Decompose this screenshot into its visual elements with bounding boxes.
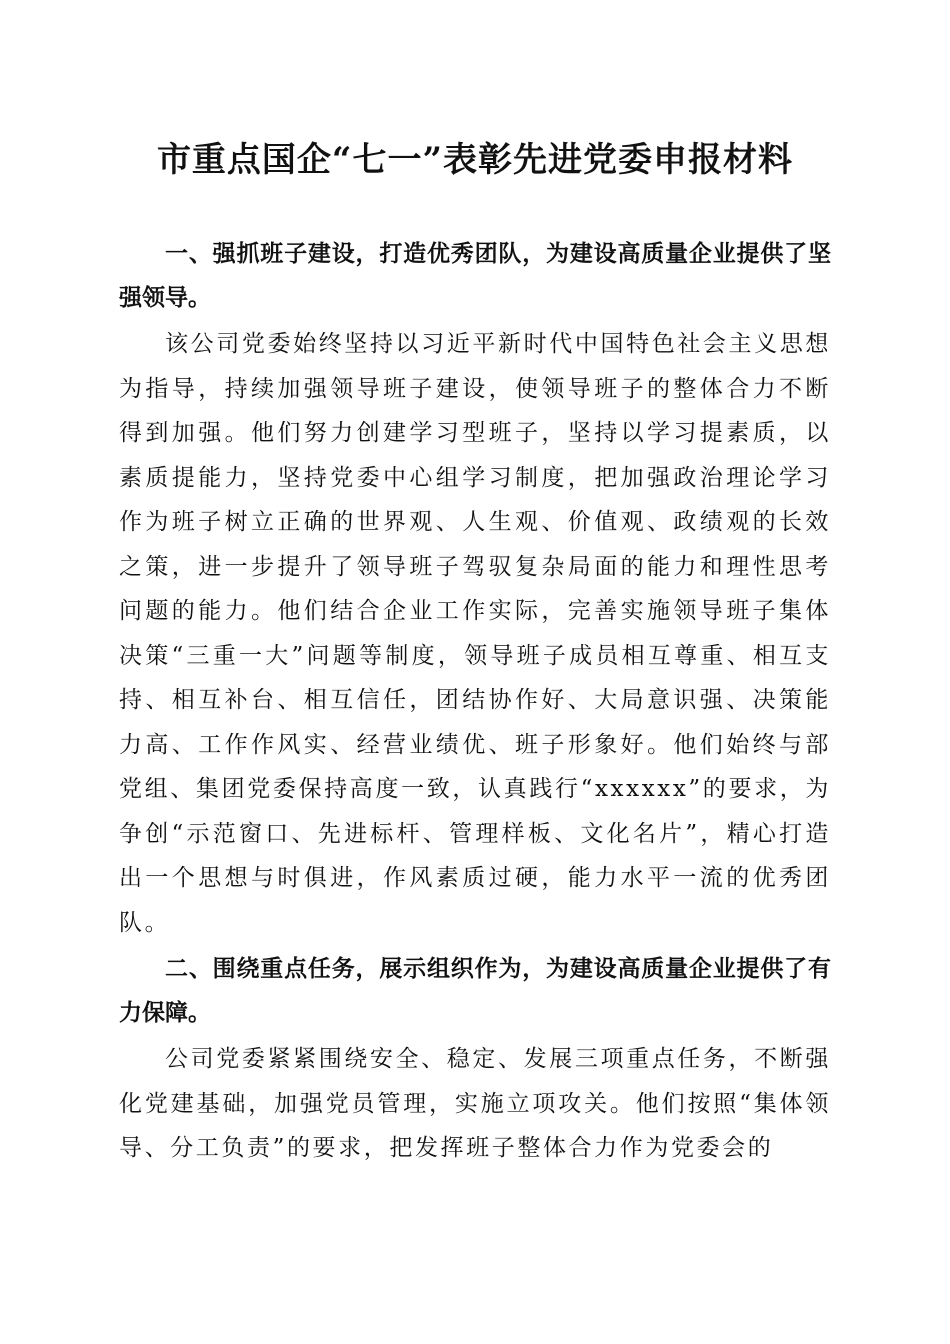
- document-title: 市重点国企“七一”表彰先进党委申报材料: [156, 140, 794, 180]
- section-1-heading: 一、强抓班子建设，打造优秀团队，为建设高质量企业提供了坚强领导。: [119, 241, 831, 311]
- document-body: [119, 232, 831, 1171]
- section-2-heading: 二、围绕重点任务，展示组织作为，为建设高质量企业提供了有力保障。: [119, 956, 831, 1026]
- section-2-paragraph: 公司党委紧紧围绕安全、稳定、发展三项重点任务，不断强化党建基础，加强党员管理，实施立项攻关。他们按照“集体领导、分工负责”的要求，把发挥班子整体合力作为党委会的: [119, 1046, 831, 1161]
- section-1-paragraph: 该公司党委始终坚持以习近平新时代中国特色社会主义思想为指导，持续加强领导班子建设，使领导班子的整体合力不断得到加强。他们努力创建学习型班子，坚持以学习提素质，以素质提能力，坚持党委中心组学习制度，把加强政治理论学习作为班子树立正确的世界观、人生观、价值观、政绩观的长效之策，进一步提升了领导班子驾驭复杂局面的能力和理性思考问题的能力。他们结合企业工作实际，完善实施领导班子集体决策“三重一大”问题等制度，领导班子成员相互尊重、相互支持、相互补台、相互信任，团结协作好、大局意识强、决策能力高、工作作风实、经营业绩优、班子形象好。他们始终与部党组、集团党委保持高度一致，认真践行“xxxxxx”的要求，为争创“示范窗口、先进标杆、管理样板、文化名片”，精心打造出一个思想与时俱进，作风素质过硬，能力水平一流的优秀团队。: [119, 331, 831, 936]
